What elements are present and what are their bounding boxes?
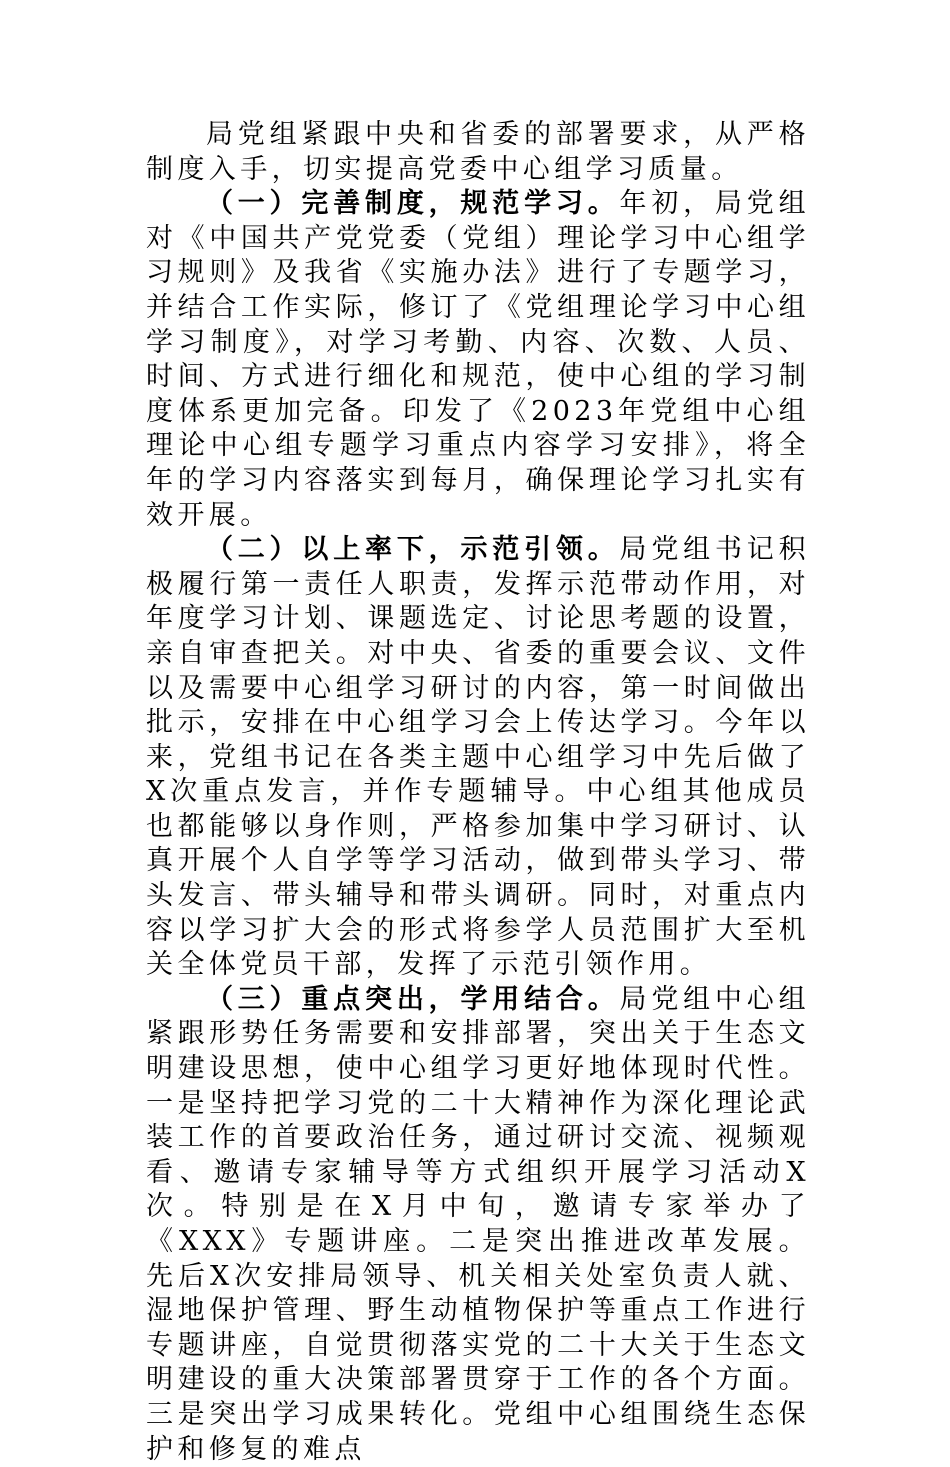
section-2-heading: （二）以上率下，示范引领。 [206, 534, 620, 566]
section-2-body: 局党组书记积极履行第一责任人职责，发挥示范带动作用，对年度学习计划、课题选定、讨论思考题的设置，亲自审查把关。对中央、省委的重要会议、文件以及需要中心组学习研讨的内容，第一时间做出批示，安排在中心组学习会上传达学习。今年以来，党组书记在各类主题中心组学习中先后做了X次重点发言，并作专题辅导。中心组其他成员也都能够以身作则，严格参加集中学习研讨、认真开展个人自学等学习活动，做到带头学习、带头发言、带头辅导和带头调研。同时，对重点内容以学习扩大会的形式将参学人员范围扩大至机关全体党员干部，发挥了示范引领作用。 [146, 534, 810, 981]
intro-text: 局党组紧跟中央和省委的部署要求，从严格制度入手，切实提高党委中心组学习质量。 [146, 119, 810, 185]
section-3-paragraph [146, 983, 810, 1467]
section-2-paragraph [146, 533, 810, 983]
section-3-body: 局党组中心组紧跟形势任务需要和安排部署，突出关于生态文明建设思想，使中心组学习更好地体现时代性。一是坚持把学习党的二十大精神作为深化理论武装工作的首要政治任务，通过研讨交流、视频观看、邀请专家辅导等方式组织开展学习活动X次。特别是在X月中旬，邀请专家举办了《XXX》专题讲座。二是突出推进改革发展。先后X次安排局领导、机关相关处室负责人就、湿地保护管理、野生动植物保护等重点工作进行专题讲座，自觉贯彻落实党的二十大关于生态文明建设的重大决策部署贯穿于工作的各个方面。三是突出学习成果转化。党组中心组围绕生态保护和修复的难点 [146, 983, 810, 1465]
document-body [146, 118, 810, 1467]
section-1-body: 年初，局党组对《中国共产党党委（党组）理论学习中心组学习规则》及我省《实施办法》进行了专题学习，并结合工作实际，修订了《党组理论学习中心组学习制度》，对学习考勤、内容、次数、人员、时间、方式进行细化和规范，使中心组的学习制度体系更加完备。印发了《2023年党组中心组理论中心组专题学习重点内容学习安排》，将全年的学习内容落实到每月，确保理论学习扎实有效开展。 [146, 188, 810, 531]
section-1-heading: （一）完善制度，规范学习。 [206, 188, 620, 220]
section-3-heading: （三）重点突出，学用结合。 [206, 983, 620, 1015]
section-1-paragraph [146, 187, 810, 533]
intro-paragraph [146, 118, 810, 187]
